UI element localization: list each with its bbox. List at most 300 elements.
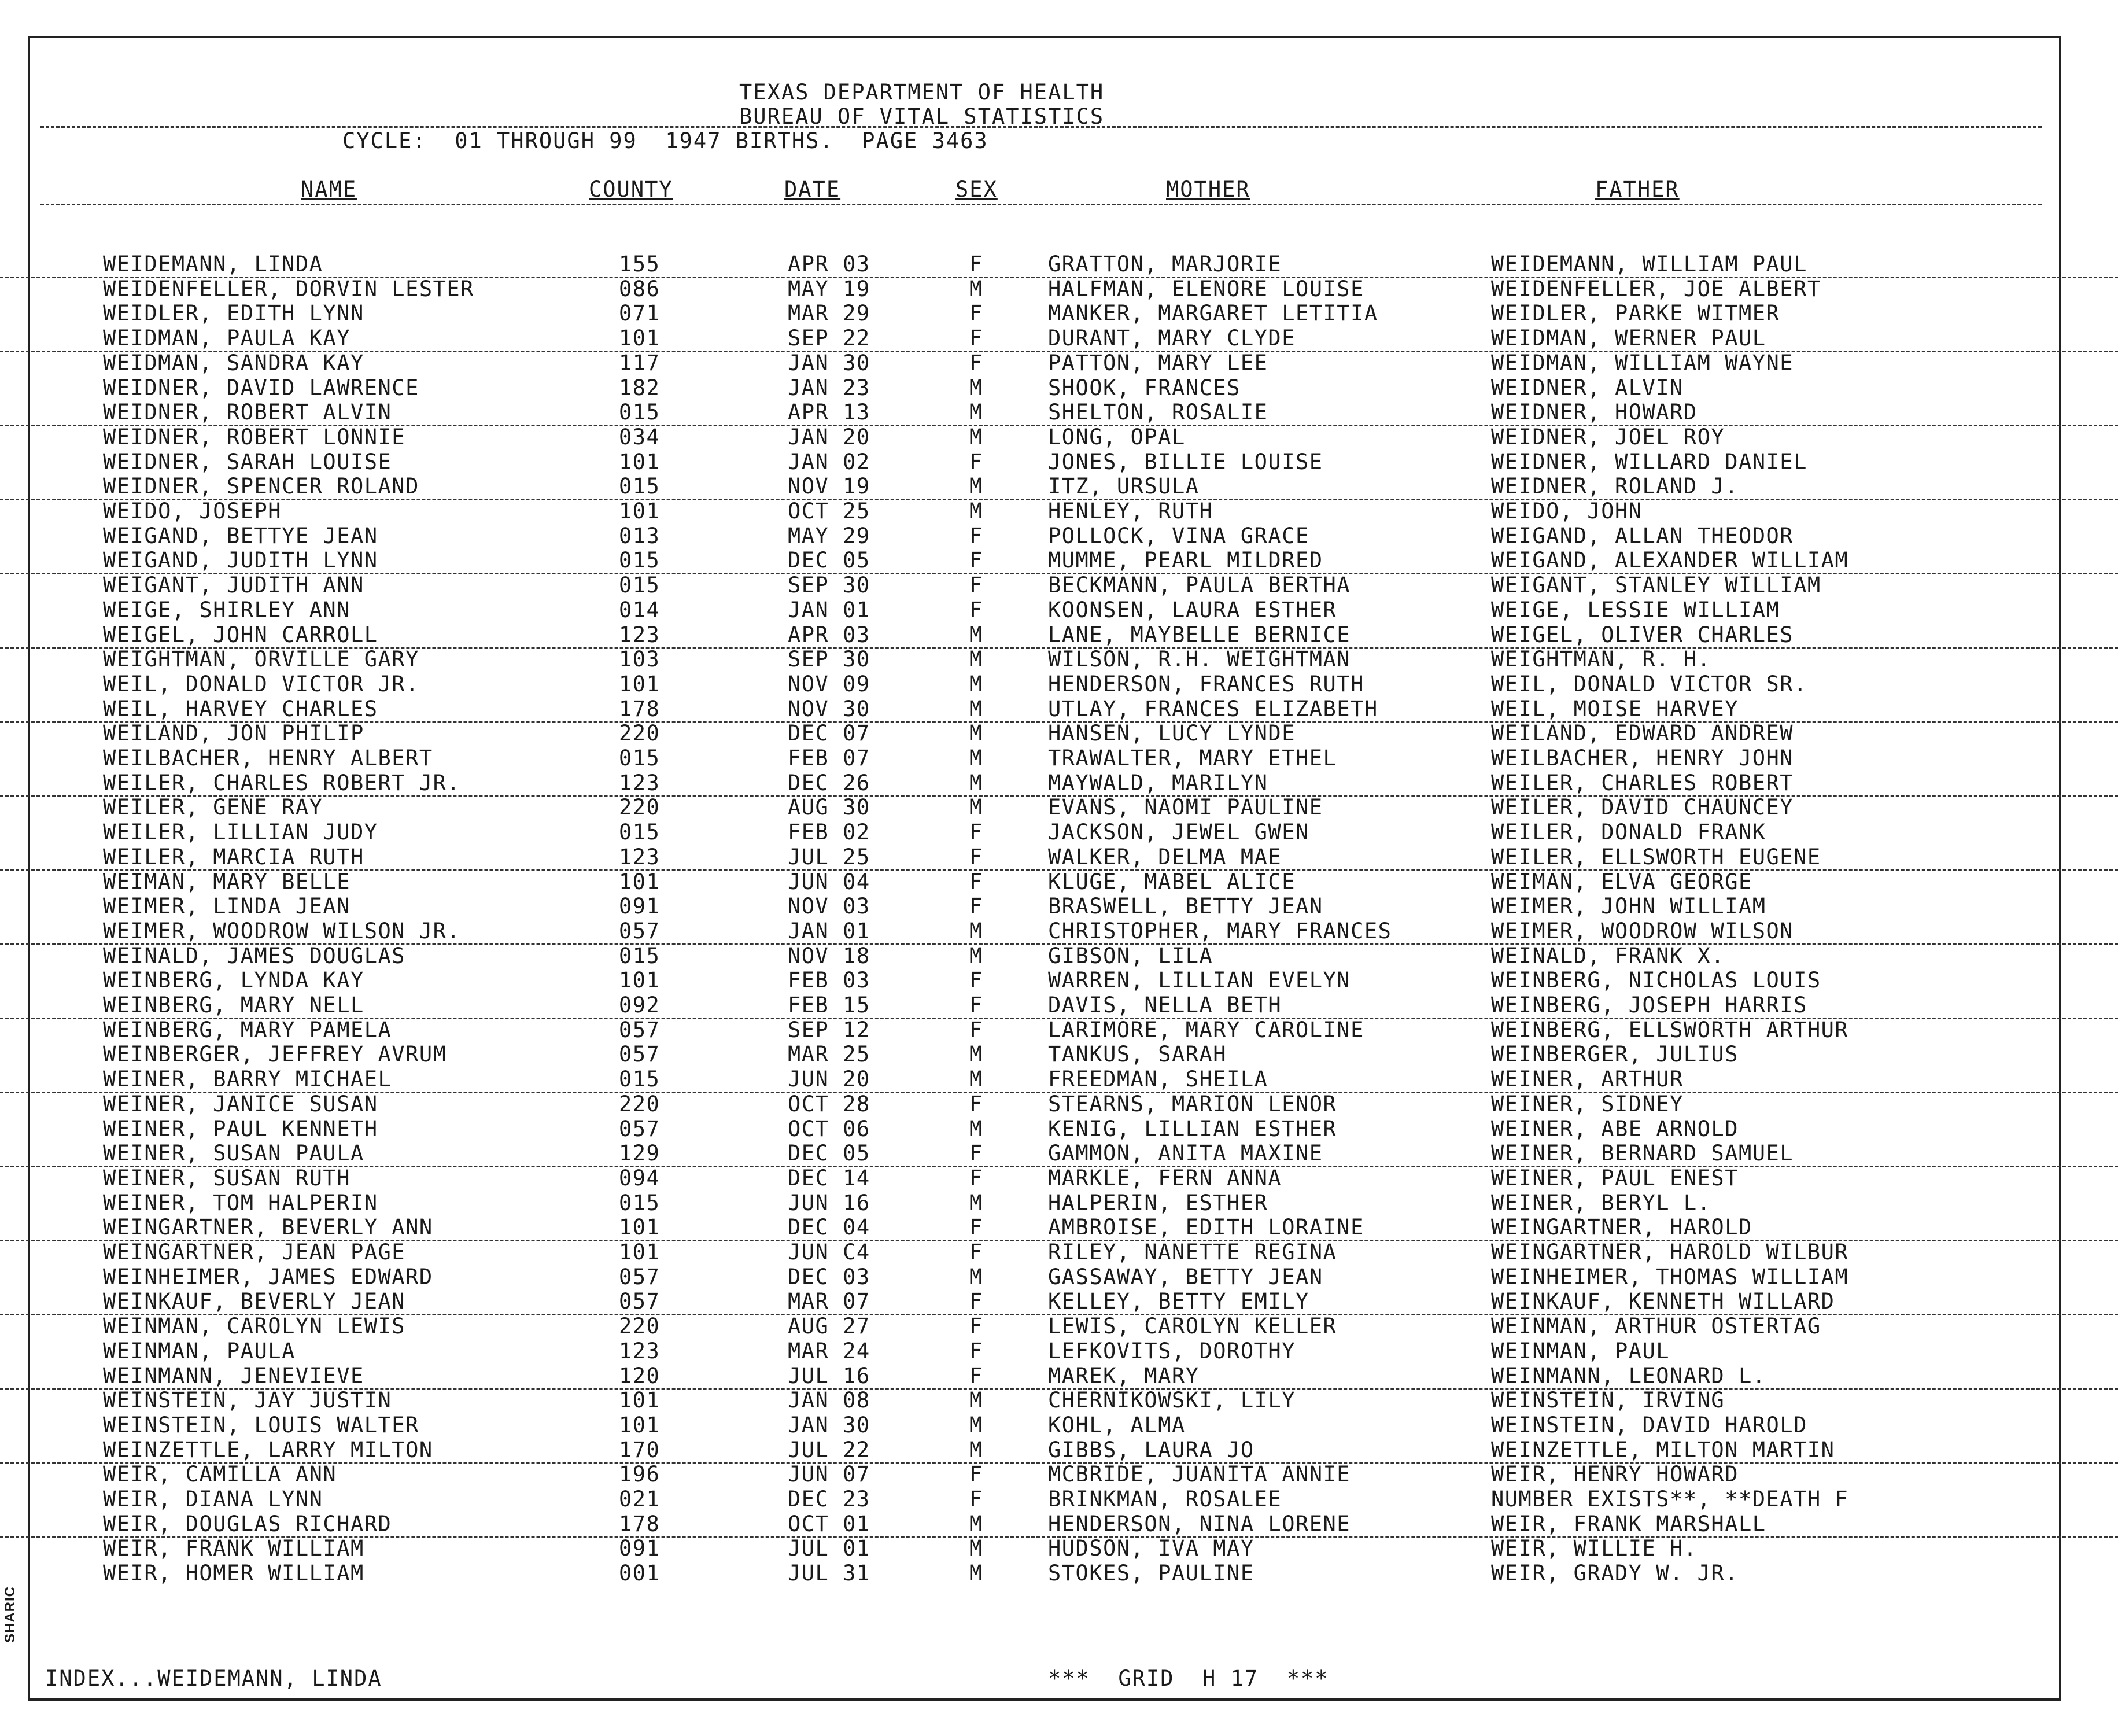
cell-name: WEIMER, WOODROW WILSON JR. — [103, 918, 461, 943]
cell-name: WEIR, CAMILLA ANN — [103, 1462, 337, 1487]
table-row — [0, 993, 2118, 1019]
cell-name: WEIDEMANN, LINDA — [103, 252, 323, 277]
cell-father: WEIDNER, ALVIN — [1491, 375, 1684, 400]
cell-sex: F — [969, 1215, 983, 1240]
cell-date: JUL 22 — [788, 1437, 870, 1462]
cell-mother: MUMME, PEARL MILDRED — [1048, 548, 1323, 573]
cell-county: 086 — [619, 276, 661, 301]
cell-father: WEIGHTMAN, R. H. — [1491, 647, 1711, 672]
cell-mother: HUDSON, IVA MAY — [1048, 1536, 1254, 1561]
cell-name: WEIDNER, SPENCER ROLAND — [103, 474, 419, 499]
cell-date: OCT 01 — [788, 1511, 870, 1536]
cell-name: WEIGHTMAN, ORVILLE GARY — [103, 647, 419, 672]
cell-date: DEC 03 — [788, 1264, 870, 1289]
cell-name: WEINSTEIN, JAY JUSTIN — [103, 1388, 392, 1413]
cell-sex: F — [969, 301, 983, 326]
cell-mother: GIBSON, LILA — [1048, 943, 1213, 968]
cell-date: NOV 03 — [788, 894, 870, 919]
side-label: SHARIC — [2, 1586, 18, 1643]
cell-sex: M — [969, 276, 983, 301]
cell-county: 178 — [619, 696, 661, 721]
cell-sex: F — [969, 1141, 983, 1166]
cell-sex: M — [969, 400, 983, 425]
cell-sex: F — [969, 1487, 983, 1512]
cell-name: WEIR, DOUGLAS RICHARD — [103, 1511, 392, 1536]
cell-sex: F — [969, 1091, 983, 1116]
cell-sex: M — [969, 1536, 983, 1561]
table-row — [0, 1265, 2118, 1289]
cell-county: 101 — [619, 449, 661, 474]
cell-name: WEINMANN, JENEVIEVE — [103, 1363, 364, 1388]
cell-mother: WARREN, LILLIAN EVELYN — [1048, 968, 1351, 993]
cell-county: 170 — [619, 1437, 661, 1462]
table-row — [0, 1166, 2118, 1190]
cell-date: JUN 07 — [788, 1462, 870, 1487]
cell-father: WEIL, MOISE HARVEY — [1491, 696, 1739, 721]
cell-name: WEINALD, JAMES DOUGLAS — [103, 943, 406, 968]
cell-county: 021 — [619, 1487, 661, 1512]
cell-name: WEILAND, JON PHILIP — [103, 721, 364, 746]
cell-father: WEINER, SIDNEY — [1491, 1091, 1684, 1116]
cell-sex: F — [969, 573, 983, 598]
cell-date: MAY 29 — [788, 523, 870, 548]
cell-father: WEIGAND, ALLAN THEODOR — [1491, 523, 1794, 548]
cell-mother: HENLEY, RUTH — [1048, 499, 1213, 524]
cell-father: WEIR, FRANK MARSHALL — [1491, 1511, 1766, 1536]
cell-sex: M — [969, 499, 983, 524]
cell-father: WEINHEIMER, THOMAS WILLIAM — [1491, 1264, 1849, 1289]
cell-county: 071 — [619, 301, 661, 326]
cell-date: DEC 14 — [788, 1165, 870, 1190]
table-row — [0, 623, 2118, 649]
cell-date: DEC 05 — [788, 1141, 870, 1166]
cell-sex: F — [969, 1363, 983, 1388]
cell-date: DEC 05 — [788, 548, 870, 573]
cell-sex: M — [969, 1116, 983, 1141]
cell-sex: F — [969, 523, 983, 548]
cell-mother: PATTON, MARY LEE — [1048, 350, 1268, 375]
cell-date: DEC 07 — [788, 721, 870, 746]
cell-county: 014 — [619, 597, 661, 622]
cell-mother: HANSEN, LUCY LYNDE — [1048, 721, 1296, 746]
cell-father: WEIMER, WOODROW WILSON — [1491, 918, 1794, 943]
column-header-date: DATE — [784, 177, 841, 202]
cell-father: WEILBACHER, HENRY JOHN — [1491, 746, 1794, 771]
cell-name: WEINBERG, MARY NELL — [103, 993, 364, 1018]
cell-mother: TANKUS, SARAH — [1048, 1042, 1227, 1067]
cell-name: WEIGAND, BETTYE JEAN — [103, 523, 378, 548]
cell-mother: MAREK, MARY — [1048, 1363, 1200, 1388]
cell-date: JAN 08 — [788, 1388, 870, 1413]
cell-sex: F — [969, 844, 983, 869]
cell-sex: M — [969, 474, 983, 499]
cell-father: WEIGAND, ALEXANDER WILLIAM — [1491, 548, 1849, 573]
cell-father: WEILER, DAVID CHAUNCEY — [1491, 795, 1794, 820]
cell-county: 220 — [619, 1314, 661, 1339]
cell-sex: F — [969, 993, 983, 1018]
cell-date: APR 03 — [788, 622, 870, 647]
cell-mother: MAYWALD, MARILYN — [1048, 770, 1268, 795]
column-header-rule — [40, 204, 2042, 205]
table-row — [0, 1240, 2118, 1265]
cell-county: 123 — [619, 770, 661, 795]
cell-date: FEB 15 — [788, 993, 870, 1018]
cell-date: SEP 30 — [788, 647, 870, 672]
cell-sex: F — [969, 1240, 983, 1265]
table-row — [0, 1462, 2118, 1487]
cell-father: NUMBER EXISTS**, **DEATH F — [1491, 1487, 1849, 1512]
cell-sex: M — [969, 375, 983, 400]
cell-date: SEP 30 — [788, 573, 870, 598]
table-row — [0, 573, 2118, 598]
cell-mother: TRAWALTER, MARY ETHEL — [1048, 746, 1337, 771]
table-row — [0, 820, 2118, 845]
cell-date: JAN 02 — [788, 449, 870, 474]
cell-father: WEINGARTNER, HAROLD — [1491, 1215, 1752, 1240]
cell-name: WEIDNER, DAVID LAWRENCE — [103, 375, 419, 400]
cell-father: WEIDNER, JOEL ROY — [1491, 424, 1725, 449]
cell-date: NOV 30 — [788, 696, 870, 721]
column-header-father: FATHER — [1595, 177, 1680, 202]
cell-county: 015 — [619, 820, 661, 845]
cell-sex: F — [969, 1289, 983, 1314]
table-row — [0, 277, 2118, 301]
cell-name: WEILER, CHARLES ROBERT JR. — [103, 770, 461, 795]
cell-name: WEINHEIMER, JAMES EDWARD — [103, 1264, 433, 1289]
cell-name: WEILER, MARCIA RUTH — [103, 844, 364, 869]
cell-sex: M — [969, 647, 983, 672]
cell-sex: M — [969, 1388, 983, 1413]
cell-sex: M — [969, 721, 983, 746]
cell-name: WEIL, HARVEY CHARLES — [103, 696, 378, 721]
header-department: TEXAS DEPARTMENT OF HEALTH — [739, 80, 1105, 105]
cell-date: SEP 22 — [788, 326, 870, 351]
cell-name: WEINSTEIN, LOUIS WALTER — [103, 1412, 419, 1438]
cell-name: WEIDNER, SARAH LOUISE — [103, 449, 392, 474]
table-row — [0, 1364, 2118, 1390]
cell-sex: M — [969, 943, 983, 968]
cell-mother: STOKES, PAULINE — [1048, 1561, 1254, 1586]
cell-mother: DAVIS, NELLA BETH — [1048, 993, 1282, 1018]
cell-mother: LEFKOVITS, DOROTHY — [1048, 1338, 1296, 1363]
cell-sex: F — [969, 968, 983, 993]
cell-sex: F — [969, 1165, 983, 1190]
cell-father: WEIR, GRADY W. JR. — [1491, 1561, 1739, 1586]
column-header-sex: SEX — [955, 177, 998, 202]
cell-mother: BECKMANN, PAULA BERTHA — [1048, 573, 1351, 598]
cell-date: FEB 07 — [788, 746, 870, 771]
cell-county: 103 — [619, 647, 661, 672]
table-row — [0, 1388, 2118, 1413]
table-row — [0, 697, 2118, 723]
cell-county: 220 — [619, 795, 661, 820]
cell-county: 091 — [619, 1536, 661, 1561]
column-header-name: NAME — [301, 177, 357, 202]
cell-name: WEIDLER, EDITH LYNN — [103, 301, 364, 326]
table-row — [0, 1561, 2118, 1586]
cell-name: WEIDMAN, SANDRA KAY — [103, 350, 364, 375]
cell-sex: M — [969, 622, 983, 647]
cell-county: 057 — [619, 1289, 661, 1314]
cell-mother: SHOOK, FRANCES — [1048, 375, 1241, 400]
cell-father: WEIL, DONALD VICTOR SR. — [1491, 671, 1807, 696]
table-row — [0, 1536, 2118, 1561]
table-row — [0, 1117, 2118, 1141]
cell-date: MAR 25 — [788, 1042, 870, 1067]
cell-county: 013 — [619, 523, 661, 548]
cell-county: 015 — [619, 746, 661, 771]
table-row — [0, 400, 2118, 426]
table-row — [0, 1289, 2118, 1315]
cell-county: 101 — [619, 869, 661, 894]
cell-name: WEINBERG, LYNDA KAY — [103, 968, 364, 993]
table-row — [0, 1215, 2118, 1241]
cell-date: JUN 20 — [788, 1067, 870, 1092]
cell-father: WEINBERG, ELLSWORTH ARTHUR — [1491, 1017, 1849, 1042]
cell-county: 101 — [619, 1388, 661, 1413]
table-row — [0, 795, 2118, 820]
table-row — [0, 1487, 2118, 1512]
cell-county: 057 — [619, 1264, 661, 1289]
cell-date: OCT 25 — [788, 499, 870, 524]
table-row — [0, 326, 2118, 352]
cell-county: 015 — [619, 573, 661, 598]
cell-sex: M — [969, 1190, 983, 1215]
cell-sex: M — [969, 1437, 983, 1462]
cell-father: WEINZETTLE, MILTON MARTIN — [1491, 1437, 1835, 1462]
cell-name: WEINER, SUSAN RUTH — [103, 1165, 350, 1190]
cell-county: 015 — [619, 943, 661, 968]
cell-county: 001 — [619, 1561, 661, 1586]
table-row — [0, 301, 2118, 326]
table-row — [0, 1413, 2118, 1438]
cell-date: JAN 30 — [788, 1412, 870, 1438]
cell-father: WEIMAN, ELVA GEORGE — [1491, 869, 1752, 894]
cell-date: MAR 07 — [788, 1289, 870, 1314]
cell-date: MAR 29 — [788, 301, 870, 326]
cell-father: WEIDMAN, WILLIAM WAYNE — [1491, 350, 1794, 375]
table-row — [0, 944, 2118, 968]
cell-date: JUN 16 — [788, 1190, 870, 1215]
cell-name: WEIGANT, JUDITH ANN — [103, 573, 364, 598]
cell-name: WEIMAN, MARY BELLE — [103, 869, 350, 894]
cell-mother: JACKSON, JEWEL GWEN — [1048, 820, 1309, 845]
cell-father: WEINBERGER, JULIUS — [1491, 1042, 1739, 1067]
cell-sex: M — [969, 1264, 983, 1289]
cell-mother: HENDERSON, FRANCES RUTH — [1048, 671, 1364, 696]
cell-father: WEINKAUF, KENNETH WILLARD — [1491, 1289, 1835, 1314]
cell-name: WEIDENFELLER, DORVIN LESTER — [103, 276, 474, 301]
cell-date: NOV 19 — [788, 474, 870, 499]
table-row — [0, 845, 2118, 871]
cell-name: WEINER, PAUL KENNETH — [103, 1116, 378, 1141]
footer-index: INDEX...WEIDEMANN, LINDA — [45, 1666, 382, 1691]
cell-mother: MARKLE, FERN ANNA — [1048, 1165, 1282, 1190]
cell-county: 155 — [619, 252, 661, 277]
header-bureau: BUREAU OF VITAL STATISTICS — [739, 104, 1105, 129]
cell-county: 101 — [619, 1412, 661, 1438]
cell-sex: F — [969, 869, 983, 894]
cell-county: 015 — [619, 1067, 661, 1092]
cell-name: WEINER, JANICE SUSAN — [103, 1091, 378, 1116]
cell-mother: BRINKMAN, ROSALEE — [1048, 1487, 1282, 1512]
cell-mother: LANE, MAYBELLE BERNICE — [1048, 622, 1351, 647]
cell-father: WEINBERG, JOSEPH HARRIS — [1491, 993, 1807, 1018]
cell-sex: M — [969, 1412, 983, 1438]
cell-date: JUL 25 — [788, 844, 870, 869]
cell-sex: F — [969, 894, 983, 919]
cell-mother: KENIG, LILLIAN ESTHER — [1048, 1116, 1337, 1141]
cell-father: WEILER, CHARLES ROBERT — [1491, 770, 1794, 795]
cell-county: 015 — [619, 548, 661, 573]
cell-mother: KOONSEN, LAURA ESTHER — [1048, 597, 1337, 622]
cell-county: 057 — [619, 918, 661, 943]
cell-father: WEINMAN, PAUL — [1491, 1338, 1670, 1363]
cell-date: DEC 26 — [788, 770, 870, 795]
table-row — [0, 771, 2118, 797]
cell-name: WEINGARTNER, JEAN PAGE — [103, 1240, 406, 1265]
cell-date: FEB 02 — [788, 820, 870, 845]
cell-mother: HENDERSON, NINA LORENE — [1048, 1511, 1351, 1536]
cell-date: JAN 20 — [788, 424, 870, 449]
cell-sex: F — [969, 326, 983, 351]
cell-father: WEIR, WILLIE H. — [1491, 1536, 1698, 1561]
cell-mother: KLUGE, MABEL ALICE — [1048, 869, 1296, 894]
table-row — [0, 870, 2118, 894]
table-row — [0, 499, 2118, 524]
cell-county: 178 — [619, 1511, 661, 1536]
cell-father: WEINBERG, NICHOLAS LOUIS — [1491, 968, 1821, 993]
cell-mother: GIBBS, LAURA JO — [1048, 1437, 1254, 1462]
cell-name: WEIMER, LINDA JEAN — [103, 894, 350, 919]
cell-mother: EVANS, NAOMI PAULINE — [1048, 795, 1323, 820]
table-row — [0, 672, 2118, 696]
cell-date: DEC 04 — [788, 1215, 870, 1240]
cell-mother: CHRISTOPHER, MARY FRANCES — [1048, 918, 1392, 943]
cell-father: WEINER, BERYL L. — [1491, 1190, 1711, 1215]
cell-father: WEIDNER, HOWARD — [1491, 400, 1698, 425]
cell-sex: F — [969, 1314, 983, 1339]
cell-father: WEIDENFELLER, JOE ALBERT — [1491, 276, 1821, 301]
cell-county: 196 — [619, 1462, 661, 1487]
cell-date: JUL 31 — [788, 1561, 870, 1586]
table-row — [0, 524, 2118, 548]
cell-mother: RILEY, NANETTE REGINA — [1048, 1240, 1337, 1265]
cell-name: WEILER, LILLIAN JUDY — [103, 820, 378, 845]
cell-county: 123 — [619, 1338, 661, 1363]
cell-name: WEINBERG, MARY PAMELA — [103, 1017, 392, 1042]
cell-county: 092 — [619, 993, 661, 1018]
cell-name: WEINER, TOM HALPERIN — [103, 1190, 378, 1215]
cell-date: JUN 04 — [788, 869, 870, 894]
cell-name: WEINZETTLE, LARRY MILTON — [103, 1437, 433, 1462]
cell-date: JUN C4 — [788, 1240, 870, 1265]
cell-sex: M — [969, 671, 983, 696]
cell-county: 057 — [619, 1017, 661, 1042]
cell-date: JAN 30 — [788, 350, 870, 375]
table-row — [0, 1018, 2118, 1042]
cell-mother: CHERNIKOWSKI, LILY — [1048, 1388, 1296, 1413]
cell-name: WEIDO, JOSEPH — [103, 499, 282, 524]
cell-date: JUL 16 — [788, 1363, 870, 1388]
cell-county: 057 — [619, 1042, 661, 1067]
cell-father: WEINSTEIN, DAVID HAROLD — [1491, 1412, 1807, 1438]
cell-mother: KELLEY, BETTY EMILY — [1048, 1289, 1309, 1314]
cell-father: WEINMAN, ARTHUR OSTERTAG — [1491, 1314, 1821, 1339]
cell-sex: M — [969, 1067, 983, 1092]
cell-name: WEIDMAN, PAULA KAY — [103, 326, 350, 351]
cell-name: WEINMAN, CAROLYN LEWIS — [103, 1314, 406, 1339]
cell-mother: KOHL, ALMA — [1048, 1412, 1186, 1438]
cell-mother: FREEDMAN, SHEILA — [1048, 1067, 1268, 1092]
cell-name: WEIDNER, ROBERT ALVIN — [103, 400, 392, 425]
cell-mother: ITZ, URSULA — [1048, 474, 1200, 499]
cell-mother: GRATTON, MARJORIE — [1048, 252, 1282, 277]
cell-father: WEIDNER, WILLARD DANIEL — [1491, 449, 1807, 474]
cell-sex: F — [969, 820, 983, 845]
table-row — [0, 746, 2118, 771]
cell-mother: BRASWELL, BETTY JEAN — [1048, 894, 1323, 919]
cell-mother: GASSAWAY, BETTY JEAN — [1048, 1264, 1323, 1289]
cell-county: 220 — [619, 1091, 661, 1116]
table-row — [0, 1191, 2118, 1215]
cell-name: WEIR, FRANK WILLIAM — [103, 1536, 364, 1561]
cell-sex: M — [969, 770, 983, 795]
cell-name: WEINER, BARRY MICHAEL — [103, 1067, 392, 1092]
cell-father: WEINALD, FRANK X. — [1491, 943, 1725, 968]
cell-father: WEINER, ARTHUR — [1491, 1067, 1684, 1092]
cell-father: WEINER, BERNARD SAMUEL — [1491, 1141, 1794, 1166]
cell-sex: F — [969, 449, 983, 474]
cell-mother: DURANT, MARY CLYDE — [1048, 326, 1296, 351]
table-row — [0, 1438, 2118, 1464]
cell-county: 120 — [619, 1363, 661, 1388]
cell-name: WEINMAN, PAULA — [103, 1338, 296, 1363]
header-cycle: CYCLE: 01 THROUGH 99 1947 BIRTHS. PAGE 3463 — [342, 128, 988, 153]
cell-sex: F — [969, 1462, 983, 1487]
cell-sex: F — [969, 548, 983, 573]
table-row — [0, 1314, 2118, 1339]
cell-father: WEINSTEIN, IRVING — [1491, 1388, 1725, 1413]
cell-father: WEIDNER, ROLAND J. — [1491, 474, 1739, 499]
cell-date: AUG 27 — [788, 1314, 870, 1339]
cell-name: WEIDNER, ROBERT LONNIE — [103, 424, 406, 449]
cell-county: 101 — [619, 1240, 661, 1265]
cell-mother: JONES, BILLIE LOUISE — [1048, 449, 1323, 474]
cell-name: WEINER, SUSAN PAULA — [103, 1141, 364, 1166]
table-row — [0, 1042, 2118, 1067]
cell-sex: M — [969, 1042, 983, 1067]
cell-father: WEINER, ABE ARNOLD — [1491, 1116, 1739, 1141]
cell-date: OCT 28 — [788, 1091, 870, 1116]
cell-name: WEIGEL, JOHN CARROLL — [103, 622, 378, 647]
cell-sex: M — [969, 918, 983, 943]
header-rule — [40, 126, 2042, 128]
column-header-county: COUNTY — [589, 177, 673, 202]
cell-sex: M — [969, 746, 983, 771]
cell-county: 034 — [619, 424, 661, 449]
cell-mother: STEARNS, MARION LENOR — [1048, 1091, 1337, 1116]
cell-sex: F — [969, 350, 983, 375]
cell-county: 101 — [619, 499, 661, 524]
cell-date: APR 13 — [788, 400, 870, 425]
cell-father: WEIDEMANN, WILLIAM PAUL — [1491, 252, 1807, 277]
cell-mother: HALPERIN, ESTHER — [1048, 1190, 1268, 1215]
cell-county: 101 — [619, 671, 661, 696]
cell-mother: LONG, OPAL — [1048, 424, 1186, 449]
cell-father: WEINER, PAUL ENEST — [1491, 1165, 1739, 1190]
cell-name: WEIR, DIANA LYNN — [103, 1487, 323, 1512]
